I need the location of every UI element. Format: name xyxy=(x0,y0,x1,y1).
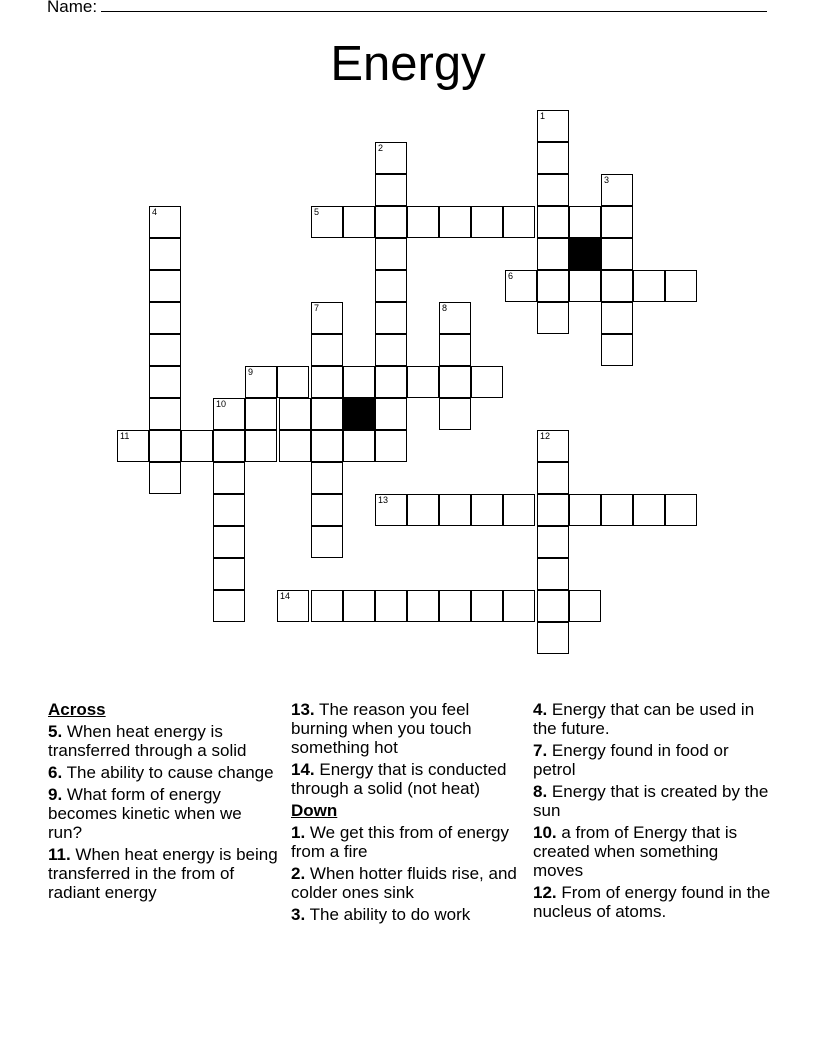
grid-cell[interactable] xyxy=(149,334,181,366)
grid-cell[interactable] xyxy=(537,206,569,238)
clue-number: 10. xyxy=(533,823,557,842)
cell-number: 7 xyxy=(314,303,320,313)
cell-number: 3 xyxy=(604,175,610,185)
grid-cell[interactable] xyxy=(537,430,569,462)
grid-cell[interactable] xyxy=(311,366,343,398)
clue-number: 3. xyxy=(291,905,306,924)
grid-cell[interactable] xyxy=(407,590,439,622)
name-label: Name: xyxy=(47,0,98,16)
clue-text: When heat energy is transferred through a solid xyxy=(48,722,247,760)
across-clue-list-continued xyxy=(291,700,523,798)
cell-number: 4 xyxy=(152,207,158,217)
grid-cell[interactable] xyxy=(439,590,471,622)
grid-cell[interactable] xyxy=(439,302,471,334)
grid-cell[interactable] xyxy=(601,334,633,366)
clue-text: We get this from of energy from a fire xyxy=(291,823,509,861)
clue-text: The ability to do work xyxy=(305,905,471,924)
down-clue-list xyxy=(291,823,523,924)
grid-cell[interactable] xyxy=(375,494,407,526)
grid-cell[interactable] xyxy=(375,174,407,206)
grid-cell[interactable] xyxy=(311,462,343,494)
clue-text: When hotter fluids rise, and colder ones sink xyxy=(291,864,517,902)
clue-text: What form of energy becomes kinetic when we run? xyxy=(48,785,242,842)
clue-text: Energy that can be used in the future. xyxy=(533,700,755,738)
grid-cell[interactable] xyxy=(311,334,343,366)
grid-cell[interactable] xyxy=(375,206,407,238)
grid-cell[interactable] xyxy=(245,366,277,398)
grid-cell[interactable] xyxy=(665,270,697,302)
clue-text: From of energy found in the nucleus of atoms. xyxy=(533,883,771,921)
clue-number: 14. xyxy=(291,760,315,779)
cell-number: 1 xyxy=(540,111,546,121)
clue-number: 13. xyxy=(291,700,315,719)
grid-cell[interactable] xyxy=(311,526,343,558)
clues-column-3 xyxy=(533,700,773,924)
clue-text: Energy found in food or petrol xyxy=(533,741,729,779)
cell-number: 8 xyxy=(442,303,448,313)
grid-cell[interactable] xyxy=(213,462,245,494)
grid-cell[interactable] xyxy=(375,590,407,622)
grid-cell[interactable] xyxy=(537,558,569,590)
grid-cell[interactable] xyxy=(601,238,633,270)
grid-cell[interactable] xyxy=(471,206,503,238)
grid-cell[interactable] xyxy=(439,334,471,366)
grid-cell[interactable] xyxy=(601,302,633,334)
grid-cell[interactable] xyxy=(375,334,407,366)
down-clue-list-continued xyxy=(533,700,773,921)
grid-cell[interactable] xyxy=(407,206,439,238)
grid-cell[interactable] xyxy=(503,590,535,622)
grid-cell[interactable] xyxy=(407,366,439,398)
grid-cell[interactable] xyxy=(149,302,181,334)
grid-cell[interactable] xyxy=(277,590,309,622)
clue-number: 12. xyxy=(533,883,557,902)
clue-item xyxy=(291,700,523,757)
clue-text: When heat energy is being transferred in the from of radiant energy xyxy=(48,845,278,902)
grid-cell-black xyxy=(569,238,601,270)
grid-cell[interactable] xyxy=(633,270,665,302)
grid-cell[interactable] xyxy=(569,270,601,302)
grid-cell[interactable] xyxy=(471,366,503,398)
across-clue-list xyxy=(48,722,280,902)
grid-cell[interactable] xyxy=(439,398,471,430)
grid-cell[interactable] xyxy=(569,494,601,526)
grid-cell[interactable] xyxy=(503,494,535,526)
clue-item xyxy=(48,763,280,782)
clue-item xyxy=(533,700,773,738)
grid-cell[interactable] xyxy=(343,366,375,398)
grid-cell[interactable] xyxy=(439,366,471,398)
clue-item xyxy=(291,823,523,861)
grid-cell[interactable] xyxy=(213,526,245,558)
down-heading: Down xyxy=(291,801,338,820)
grid-cell[interactable] xyxy=(245,398,277,430)
grid-cell[interactable] xyxy=(311,494,343,526)
grid-cell[interactable] xyxy=(311,398,343,430)
grid-cell[interactable] xyxy=(471,590,503,622)
clue-number: 4. xyxy=(533,700,548,719)
clue-text: a from of Energy that is created when something moves xyxy=(533,823,738,880)
clue-text: Energy that is conducted through a solid (not heat) xyxy=(291,760,507,798)
grid-cell[interactable] xyxy=(407,494,439,526)
grid-cell[interactable] xyxy=(537,622,569,654)
clue-item xyxy=(48,722,280,760)
cell-number: 11 xyxy=(120,431,130,441)
grid-cell[interactable] xyxy=(181,430,213,462)
grid-cell[interactable] xyxy=(569,590,601,622)
grid-cell[interactable] xyxy=(601,270,633,302)
grid-cell[interactable] xyxy=(149,366,181,398)
grid-cell[interactable] xyxy=(343,430,375,462)
grid-cell[interactable] xyxy=(537,174,569,206)
clue-text: The ability to cause change xyxy=(62,763,274,782)
grid-cell[interactable] xyxy=(537,302,569,334)
clue-item xyxy=(48,845,280,902)
clue-number: 2. xyxy=(291,864,306,883)
clue-item xyxy=(533,883,773,921)
clue-item xyxy=(48,785,280,842)
grid-cell[interactable] xyxy=(149,398,181,430)
cell-number: 5 xyxy=(314,207,320,217)
grid-cell[interactable] xyxy=(375,302,407,334)
grid-cell[interactable] xyxy=(311,590,343,622)
clue-item xyxy=(533,782,773,820)
grid-cell[interactable] xyxy=(375,142,407,174)
grid-cell[interactable] xyxy=(149,206,181,238)
clues-column-2 xyxy=(291,700,523,927)
clue-number: 9. xyxy=(48,785,63,804)
cell-number: 10 xyxy=(216,399,227,409)
grid-cell[interactable] xyxy=(537,142,569,174)
grid-cell[interactable] xyxy=(537,270,569,302)
clue-number: 1. xyxy=(291,823,306,842)
grid-cell[interactable] xyxy=(633,494,665,526)
grid-cell[interactable] xyxy=(311,302,343,334)
cell-number: 12 xyxy=(540,431,551,441)
grid-cell[interactable] xyxy=(375,366,407,398)
grid-cell[interactable] xyxy=(311,430,343,462)
clue-item xyxy=(533,741,773,779)
grid-cell[interactable] xyxy=(537,462,569,494)
grid-cell[interactable] xyxy=(213,398,245,430)
page-title: Energy xyxy=(330,37,486,91)
grid-cell[interactable] xyxy=(537,494,569,526)
cell-number: 13 xyxy=(378,495,389,505)
grid-cell[interactable] xyxy=(537,526,569,558)
grid-cell[interactable] xyxy=(439,206,471,238)
clue-item xyxy=(533,823,773,880)
grid-cell[interactable] xyxy=(601,174,633,206)
cell-number: 14 xyxy=(280,591,291,601)
clue-text: The reason you feel burning when you touch something hot xyxy=(291,700,472,757)
grid-cell[interactable] xyxy=(537,590,569,622)
grid-cell[interactable] xyxy=(537,238,569,270)
grid-cell[interactable] xyxy=(149,238,181,270)
grid-cell[interactable] xyxy=(471,494,503,526)
grid-cell[interactable] xyxy=(375,430,407,462)
grid-cell[interactable] xyxy=(665,494,697,526)
grid-cell[interactable] xyxy=(149,462,181,494)
grid-cell[interactable] xyxy=(375,238,407,270)
grid-cell[interactable] xyxy=(149,430,181,462)
grid-cell[interactable] xyxy=(279,430,311,462)
grid-cell[interactable] xyxy=(537,110,569,142)
grid-cell[interactable] xyxy=(503,206,535,238)
grid-cell[interactable] xyxy=(213,590,245,622)
clue-number: 7. xyxy=(533,741,548,760)
grid-cell[interactable] xyxy=(277,366,309,398)
grid-cell[interactable] xyxy=(343,590,375,622)
grid-cell[interactable] xyxy=(245,430,277,462)
clues-column-1 xyxy=(48,700,280,905)
grid-cell[interactable] xyxy=(117,430,149,462)
clue-item xyxy=(291,864,523,902)
grid-cell[interactable] xyxy=(439,494,471,526)
grid-cell[interactable] xyxy=(213,430,245,462)
across-heading: Across xyxy=(48,700,106,719)
grid-cell[interactable] xyxy=(505,270,537,302)
cell-number: 9 xyxy=(248,367,254,377)
clue-number: 11. xyxy=(48,845,71,864)
clue-item xyxy=(291,760,523,798)
grid-cell[interactable] xyxy=(569,206,601,238)
cell-number: 6 xyxy=(508,271,514,281)
clue-number: 5. xyxy=(48,722,63,741)
grid-cell[interactable] xyxy=(601,494,633,526)
grid-cell[interactable] xyxy=(213,494,245,526)
grid-cell[interactable] xyxy=(375,398,407,430)
clue-number: 6. xyxy=(48,763,63,782)
cell-number: 2 xyxy=(378,143,384,153)
grid-cell[interactable] xyxy=(279,398,311,430)
grid-cell[interactable] xyxy=(375,270,407,302)
grid-cell-black xyxy=(343,398,375,430)
grid-cell[interactable] xyxy=(601,206,633,238)
clue-number: 8. xyxy=(533,782,548,801)
clue-item xyxy=(291,905,523,924)
grid-cell[interactable] xyxy=(213,558,245,590)
clue-text: Energy that is created by the sun xyxy=(533,782,769,820)
grid-cell[interactable] xyxy=(149,270,181,302)
grid-cell[interactable] xyxy=(311,206,343,238)
grid-cell[interactable] xyxy=(343,206,375,238)
